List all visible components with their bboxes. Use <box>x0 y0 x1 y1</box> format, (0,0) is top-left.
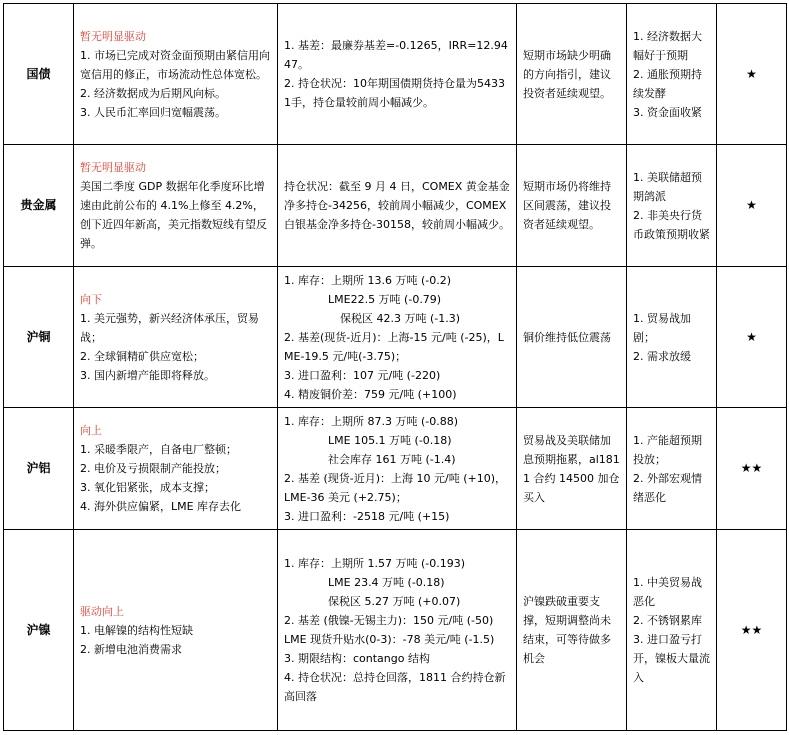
data-item: 1. 基差：最廉券基差=-0.1265，IRR=12.9447。 <box>284 39 508 71</box>
table-row <box>4 4 787 145</box>
data-item: 3. 进口盈利：-2518 元/吨 (+15) <box>284 509 450 523</box>
fundamentals-cell <box>74 145 278 267</box>
fundamental-item: 3. 氧化铝紧张，成本支撑； <box>80 481 215 494</box>
variety-name: 沪铜 <box>4 267 74 408</box>
data-item: LME22.5 万吨 (-0.79) <box>328 292 442 306</box>
data-cell <box>278 267 517 408</box>
data-item: 1. 库存：上期所 87.3 万吨 (-0.88) <box>284 414 459 428</box>
fundamentals-cell <box>74 4 278 145</box>
fundamental-item: 3. 人民币汇率回归宽幅震荡。 <box>80 105 226 119</box>
data-cell <box>278 4 517 145</box>
data-item: 2. 基差 (俄镍-无锡主力)：150 元/吨 (-50) <box>284 614 494 627</box>
risk-item: 3. 进口盈亏打开，镍板大量流入 <box>633 633 710 684</box>
fundamental-item: 美国二季度 GDP 数据年化季度环比增速由此前公布的 4.1%上修至 4.2%，创下近四年新高，美元指数短线有望反弹。 <box>80 180 267 250</box>
data-item: 2. 基差 (现货-近月)：上海 10 元/吨 (+10)，LME-36 美元 (+2.75)； <box>284 471 507 504</box>
risk-cell <box>627 408 717 530</box>
risk-item: 1. 经济数据大幅好于预期 <box>633 29 702 62</box>
risk-item: 1. 中美贸易战恶化 <box>633 576 702 608</box>
rating-stars: ★ <box>717 267 787 408</box>
fundamentals-cell <box>74 408 278 530</box>
risk-item: 2. 非美央行货币政策预期收紧 <box>633 208 710 241</box>
fundamentals-cell <box>74 267 278 408</box>
risk-item: 2. 外部宏观情绪恶化 <box>633 471 702 504</box>
data-item: 社会库存 161 万吨 (-1.4) <box>328 452 456 466</box>
data-item: 持仓状况：截至 9 月 4 日，COMEX 黄金基金净多持仓-34256，较前周小幅减少，COMEX 白银基金净多持仓-30158，较前周小幅减少。 <box>284 180 510 231</box>
data-item: 保税区 42.3 万吨 (-1.3) <box>340 311 461 325</box>
fundamental-item: 3. 国内新增产能即将释放。 <box>80 368 215 382</box>
risk-item: 1. 贸易战加剧； <box>633 311 691 344</box>
data-item: 1. 库存：上期所 13.6 万吨 (-0.2) <box>284 273 452 287</box>
data-item: LME 105.1 万吨 (-0.18) <box>328 433 452 447</box>
fundamental-item: 1. 电解镍的结构性短缺 <box>80 623 193 637</box>
driver-label: 暂无明显驱动 <box>80 161 146 174</box>
rating-stars: ★★ <box>717 530 787 731</box>
data-item: LME 23.4 万吨 (-0.18) <box>328 576 445 589</box>
risk-item: 2. 不锈钢累库 <box>633 614 702 627</box>
driver-label: 暂无明显驱动 <box>80 29 146 43</box>
strategy-cell: 沪镍跌破重要支撑，短期调整尚未结束，可等待做多机会 <box>517 530 627 731</box>
data-cell <box>278 530 517 731</box>
rating-stars: ★ <box>717 145 787 267</box>
risk-cell <box>627 267 717 408</box>
risk-item: 3. 资金面收紧 <box>633 105 702 119</box>
rating-stars: ★ <box>717 4 787 145</box>
table-row <box>4 145 787 267</box>
risk-cell <box>627 530 717 731</box>
fundamentals-cell <box>74 530 278 731</box>
fundamental-item: 2. 经济数据成为后期风向标。 <box>80 86 226 100</box>
fundamental-item: 1. 市场已完成对资金面预期由紧信用向宽信用的修正，市场流动性总体宽松。 <box>80 48 270 81</box>
fundamental-item: 2. 新增电池消费需求 <box>80 642 182 656</box>
fundamental-item: 1. 美元强势，新兴经济体承压，贸易战； <box>80 311 259 344</box>
strategy-cell: 短期市场仍将维持区间震荡，建议投资者延续观望。 <box>517 145 627 267</box>
risk-cell <box>627 145 717 267</box>
risk-cell <box>627 4 717 145</box>
table-row <box>4 530 787 731</box>
driver-label: 向上 <box>80 424 102 437</box>
variety-name: 沪镍 <box>4 530 74 731</box>
risk-item: 1. 产能超预期投放； <box>633 433 702 466</box>
strategy-cell: 短期市场缺少明确的方向指引，建议投资者延续观望。 <box>517 4 627 145</box>
data-cell <box>278 408 517 530</box>
fundamental-item: 4. 海外供应偏紧，LME 库存去化 <box>80 500 242 513</box>
futures-strategy-table <box>3 3 787 731</box>
driver-label: 驱动向上 <box>80 604 124 618</box>
table-row <box>4 267 787 408</box>
driver-label: 向下 <box>80 292 102 306</box>
table-row <box>4 408 787 530</box>
fundamental-item: 2. 电价及亏损限制产能投放； <box>80 462 226 475</box>
data-item: 1. 库存：上期所 1.57 万吨 (-0.193) <box>284 557 466 570</box>
data-item: LME 现货升贴水(0-3)：-78 美元/吨 (-1.5) <box>284 633 495 646</box>
data-item: 4. 持仓状况：总持仓回落，1811 合约持仓新高回落 <box>284 671 506 703</box>
strategy-cell: 铜价维持低位震荡 <box>517 267 627 408</box>
risk-item: 2. 需求放缓 <box>633 349 691 363</box>
variety-name: 国债 <box>4 4 74 145</box>
variety-name: 沪铝 <box>4 408 74 530</box>
risk-item: 2. 通胀预期持续发酵 <box>633 67 702 100</box>
variety-name: 贵金属 <box>4 145 74 267</box>
risk-item: 1. 美联储超预期鸽派 <box>633 170 702 203</box>
data-cell <box>278 145 517 267</box>
data-item: 2. 基差(现货-近月)：上海-15 元/吨 (-25)，LME-19.5 元/吨(-3.75)； <box>284 330 504 363</box>
fundamental-item: 2. 全球铜精矿供应宽松； <box>80 349 204 363</box>
data-item: 3. 进口盈利：107 元/吨 (-220) <box>284 368 441 382</box>
data-item: 3. 期限结构：contango 结构 <box>284 652 430 665</box>
fundamental-item: 1. 采暖季限产，自备电厂整顿； <box>80 443 237 456</box>
rating-stars: ★★ <box>717 408 787 530</box>
data-item: 保税区 5.27 万吨 (+0.07) <box>328 595 461 608</box>
strategy-cell: 贸易战及美联储加息预期拖累，al1811 合约 14500 加仓买入 <box>517 408 627 530</box>
data-item: 2. 持仓状况：10年期国债期货持仓量为54331手，持仓量较前周小幅减少。 <box>284 77 505 109</box>
data-item: 4. 精废铜价差：759 元/吨 (+100) <box>284 387 457 401</box>
